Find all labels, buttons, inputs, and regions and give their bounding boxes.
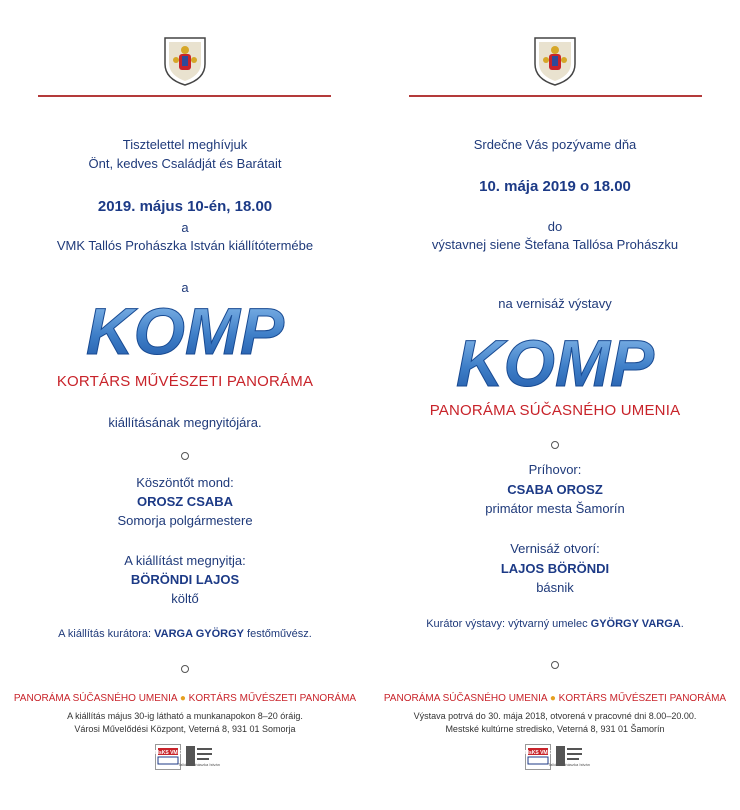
intro-line: Srdečne Vás pozývame dňa	[473, 137, 637, 152]
msks-vmk-logo-text: MsKS VMK	[154, 750, 182, 756]
greet-role: primátor mesta Šamorín	[485, 501, 625, 516]
header-divider	[38, 95, 331, 97]
connector-a: a	[181, 220, 189, 235]
footer-title-sk: PANORÁMA SÚČASNÉHO UMENIA	[13, 693, 178, 704]
opening-text: kiállításának megnyitójára.	[108, 415, 262, 430]
open-role: költő	[171, 591, 199, 606]
exhibition-subtitle: KORTÁRS MŰVÉSZETI PANORÁMA	[56, 373, 314, 390]
tallos-prohaszka-logo-text: Tallós Prohászka István	[547, 762, 591, 767]
circle-divider-icon	[0, 447, 370, 465]
footer-titles	[0, 693, 370, 704]
tallos-prohaszka-logo-icon	[547, 744, 591, 768]
footer-address: Mestské kultúrne stredisko, Veterná 8, 931 01 Šamorín	[445, 724, 665, 734]
greet-label: Köszöntőt mond:	[136, 475, 234, 490]
komp-logo	[370, 326, 740, 400]
event-date: 2019. május 10-én, 18.00	[97, 198, 273, 215]
intro-line-1: Tisztelettel meghívjuk	[122, 137, 248, 152]
header-divider	[409, 95, 702, 97]
coat-of-arms-icon	[533, 36, 577, 86]
footer-titles	[370, 693, 740, 704]
footer-address: Városi Művelődési Központ, Veterná 8, 931 01 Somorja	[74, 724, 296, 734]
greet-role: Somorja polgármestere	[117, 513, 253, 528]
open-role: básnik	[536, 580, 574, 595]
open-name: LAJOS BÖRÖNDI	[500, 561, 610, 576]
partner-logos	[154, 744, 221, 770]
open-label: Vernisáž otvorí:	[510, 541, 600, 556]
komp-title: KOMP	[456, 326, 654, 400]
greet-name: OROSZ CSABA	[136, 494, 234, 509]
partner-logos	[524, 744, 591, 770]
invitation-slovak	[370, 0, 740, 810]
circle-divider-icon	[370, 656, 740, 674]
open-name: BÖRÖNDI LAJOS	[130, 572, 240, 587]
greet-label: Príhovor:	[528, 462, 582, 477]
tallos-prohaszka-logo-icon	[177, 744, 221, 768]
coat-of-arms-icon	[163, 36, 207, 86]
venue: výstavnej siene Štefana Tallósa Prohászku	[431, 237, 679, 252]
circle-divider-icon	[0, 660, 370, 678]
footer-title-sk: PANORÁMA SÚČASNÉHO UMENIA	[383, 693, 548, 704]
curator-prefix: A kiállítás kurátora:	[58, 628, 155, 640]
footer-title-hu: KORTÁRS MŰVÉSZETI PANORÁMA	[558, 693, 727, 704]
curator-name: GYÖRGY VARGA	[590, 618, 681, 630]
footer-separator: ●	[549, 693, 556, 704]
exhibition-subtitle: PANORÁMA SÚČASNÉHO UMENIA	[429, 402, 681, 419]
footer-separator: ●	[179, 693, 186, 704]
circle-divider-icon	[370, 436, 740, 454]
msks-vmk-logo-text: MsKS VMK	[524, 750, 552, 756]
event-date: 10. mája 2019 o 18.00	[479, 178, 631, 195]
curator-line	[370, 618, 740, 630]
connector-do: do	[547, 219, 563, 234]
footer-dates: Výstava potrvá do 30. mája 2018, otvorená v pracovné dni 8.00–20.00.	[413, 711, 697, 721]
curator-suffix: .	[680, 618, 684, 630]
tallos-prohaszka-logo-text: Tallós Prohászka István	[177, 762, 221, 767]
connector-a-2: a	[181, 280, 189, 295]
komp-logo	[0, 294, 370, 368]
intro-line-2: Önt, kedves Családját és Barátait	[88, 156, 282, 171]
komp-title: KOMP	[86, 294, 284, 368]
vernisaz-line: na vernisáž výstavy	[498, 296, 612, 311]
curator-prefix: Kurátor výstavy: výtvarný umelec	[426, 618, 591, 630]
footer-title-hu: KORTÁRS MŰVÉSZETI PANORÁMA	[188, 693, 357, 704]
curator-name: VARGA GYÖRGY	[154, 628, 244, 640]
open-label: A kiállítást megnyitja:	[124, 553, 246, 568]
greet-name: CSABA OROSZ	[507, 482, 603, 497]
curator-line	[0, 628, 370, 640]
footer-dates: A kiállítás május 30-ig látható a munkanapokon 8–20 óráig.	[67, 711, 303, 721]
curator-suffix: festőművész.	[243, 628, 312, 640]
venue: VMK Tallós Prohászka István kiállítótermébe	[56, 238, 314, 253]
